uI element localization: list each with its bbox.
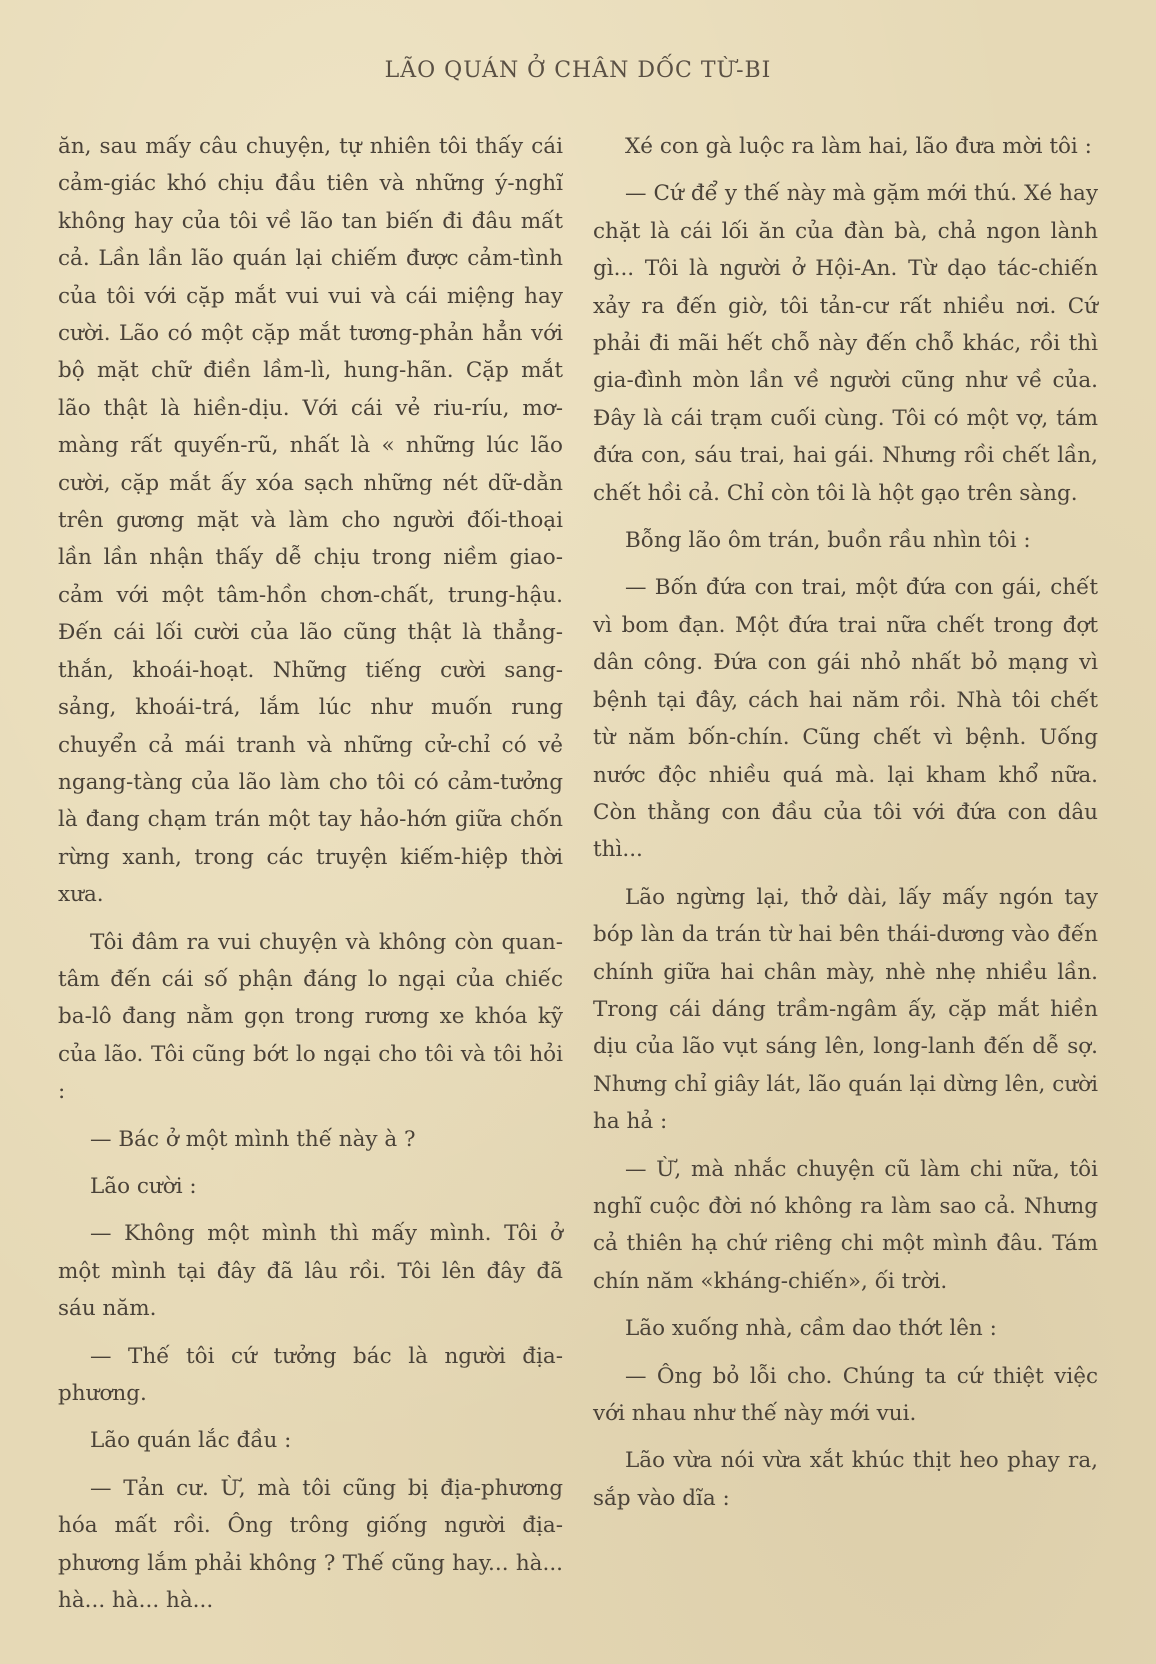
paragraph: Tôi đâm ra vui chuyện và không còn quan-tâm đến cái số phận đáng lo ngại của chiếc ba-lô đang nằm gọn trong rương xe khóa kỹ của lão. Tôi cũng bớt lo ngại cho tôi và tôi hỏi : [58,929,563,1105]
paragraph: ăn, sau mấy câu chuyện, tự nhiên tôi thấy cái cảm-giác khó chịu đầu tiên và những ý-nghĩ không hay của tôi về lão tan biến đi đâu mất cả. Lần lần lão quán lại chiếm được cảm-tình của tôi với cặp mắt vui vui và cái miệng hay cười. Lão có một cặp mắt tương-phản hẳn với bộ mặt chữ điền lầm-lì, hung-hãn. Cặp mắt lão thật là hiền-dịu. Với cái vẻ riu-ríu, mơ-màng rất quyến-rũ, nhất là « những lúc lão cười, cặp mắt ấy xóa sạch những nét dữ-dằn trên gương mặt và làm cho người đối-thoại lần lần nhận thấy dễ chịu trong niềm giao-cảm với một tâm-hồn chơn-chất, trung-hậu. Đến cái lối cười của lão cũng thật là thẳng-thắn, khoái-hoạt. Những tiếng cười sang-sảng, khoái-trá, lắm lúc như muốn rung chuyển cả mái tranh và những cử-chỉ có vẻ ngang-tàng của lão làm cho tôi có cảm-tưởng là đang chạm trán một tay hảo-hớn giữa chốn rừng xanh, trong các truyện kiếm-hiệp thời xưa. [58,134,563,908]
right-text-column [593,128,1098,1517]
running-head-title: LÃO QUÁN Ở CHÂN DỐC TỪ-BI [384,58,772,83]
dialogue-line: — Ừ, mà nhắc chuyện cũ làm chi nữa, tôi nghĩ cuộc đời nó không ra làm sao cả. Nhưng cả thiên hạ chứ riêng chi một mình đâu. Tám chín năm «kháng-chiến», ối trời. [593,1156,1098,1294]
dialogue-line: — Ông bỏ lỗi cho. Chúng ta cứ thiệt việc với nhau như thế này mới vui. [593,1363,1098,1426]
paragraph: Lão xuống nhà, cầm dao thớt lên : [625,1316,997,1342]
paragraph: Xé con gà luộc ra làm hai, lão đưa mời tôi : [625,134,1092,159]
dialogue-line: — Bốn đứa con trai, một đứa con gái, chết vì bom đạn. Một đứa trai nữa chết trong đợt dân công. Đứa con gái nhỏ nhất bỏ mạng vì bệnh tại đây, cách hai năm rồi. Nhà tôi chết từ năm bốn-chín. Cũng chết vì bệnh. Uống nước độc nhiều quá mà. lại kham khổ nữa. Còn thằng con đầu của tôi với đứa con dâu thì... [593,575,1098,863]
paragraph: Lão cười : [90,1173,197,1199]
dialogue-line: — Thế tôi cứ tưởng bác là người địa-phương. [58,1343,563,1406]
paragraph: Lão quán lắc đầu : [90,1428,292,1454]
paragraph: Lão vừa nói vừa xắt khúc thịt heo phay ra, sắp vào dĩa : [593,1448,1098,1511]
paragraph: Lão ngừng lại, thở dài, lấy mấy ngón tay bóp làn da trán từ hai bên thái-dương vào đến chính giữa hai chân mày, nhè nhẹ nhiều lần. Trong cái dáng trầm-ngâm ấy, cặp mắt hiền dịu của lão vụt sáng lên, long-lanh đến dễ sợ. Nhưng chỉ giây lát, lão quán lại dừng lên, cười ha hả : [593,884,1098,1135]
left-text-column [58,128,563,1619]
dialogue-line: — Cứ để y thế này mà gặm mới thú. Xé hay chặt là cái lối ăn của đàn bà, chả ngon lành gì... Tôi là người ở Hội-An. Từ dạo tác-chiến xảy ra đến giờ, tôi tản-cư rất nhiều nơi. Cứ phải đi mãi hết chỗ này đến chỗ khác, rồi thì gia-đình mòn lần về người cũng như về của. Đây là cái trạm cuối cùng. Tôi có một vợ, tám đứa con, sáu trai, hai gái. Nhưng rồi chết lần, chết hồi cả. Chỉ còn tôi là hột gạo trên sàng. [593,181,1098,506]
paragraph: Bỗng lão ôm trán, buồn rầu nhìn tôi : [625,528,1031,554]
dialogue-line: — Không một mình thì mấy mình. Tôi ở một mình tại đây đã lâu rồi. Tôi lên đây đã sáu năm. [58,1221,563,1322]
dialogue-line: — Bác ở một mình thế này à ? [90,1126,416,1152]
dialogue-line: — Tản cư. Ừ, mà tôi cũng bị địa-phương hóa mất rồi. Ông trông giống người địa-phương lắm phải không ? Thế cũng hay... hà... hà... hà... hà... [58,1475,563,1614]
